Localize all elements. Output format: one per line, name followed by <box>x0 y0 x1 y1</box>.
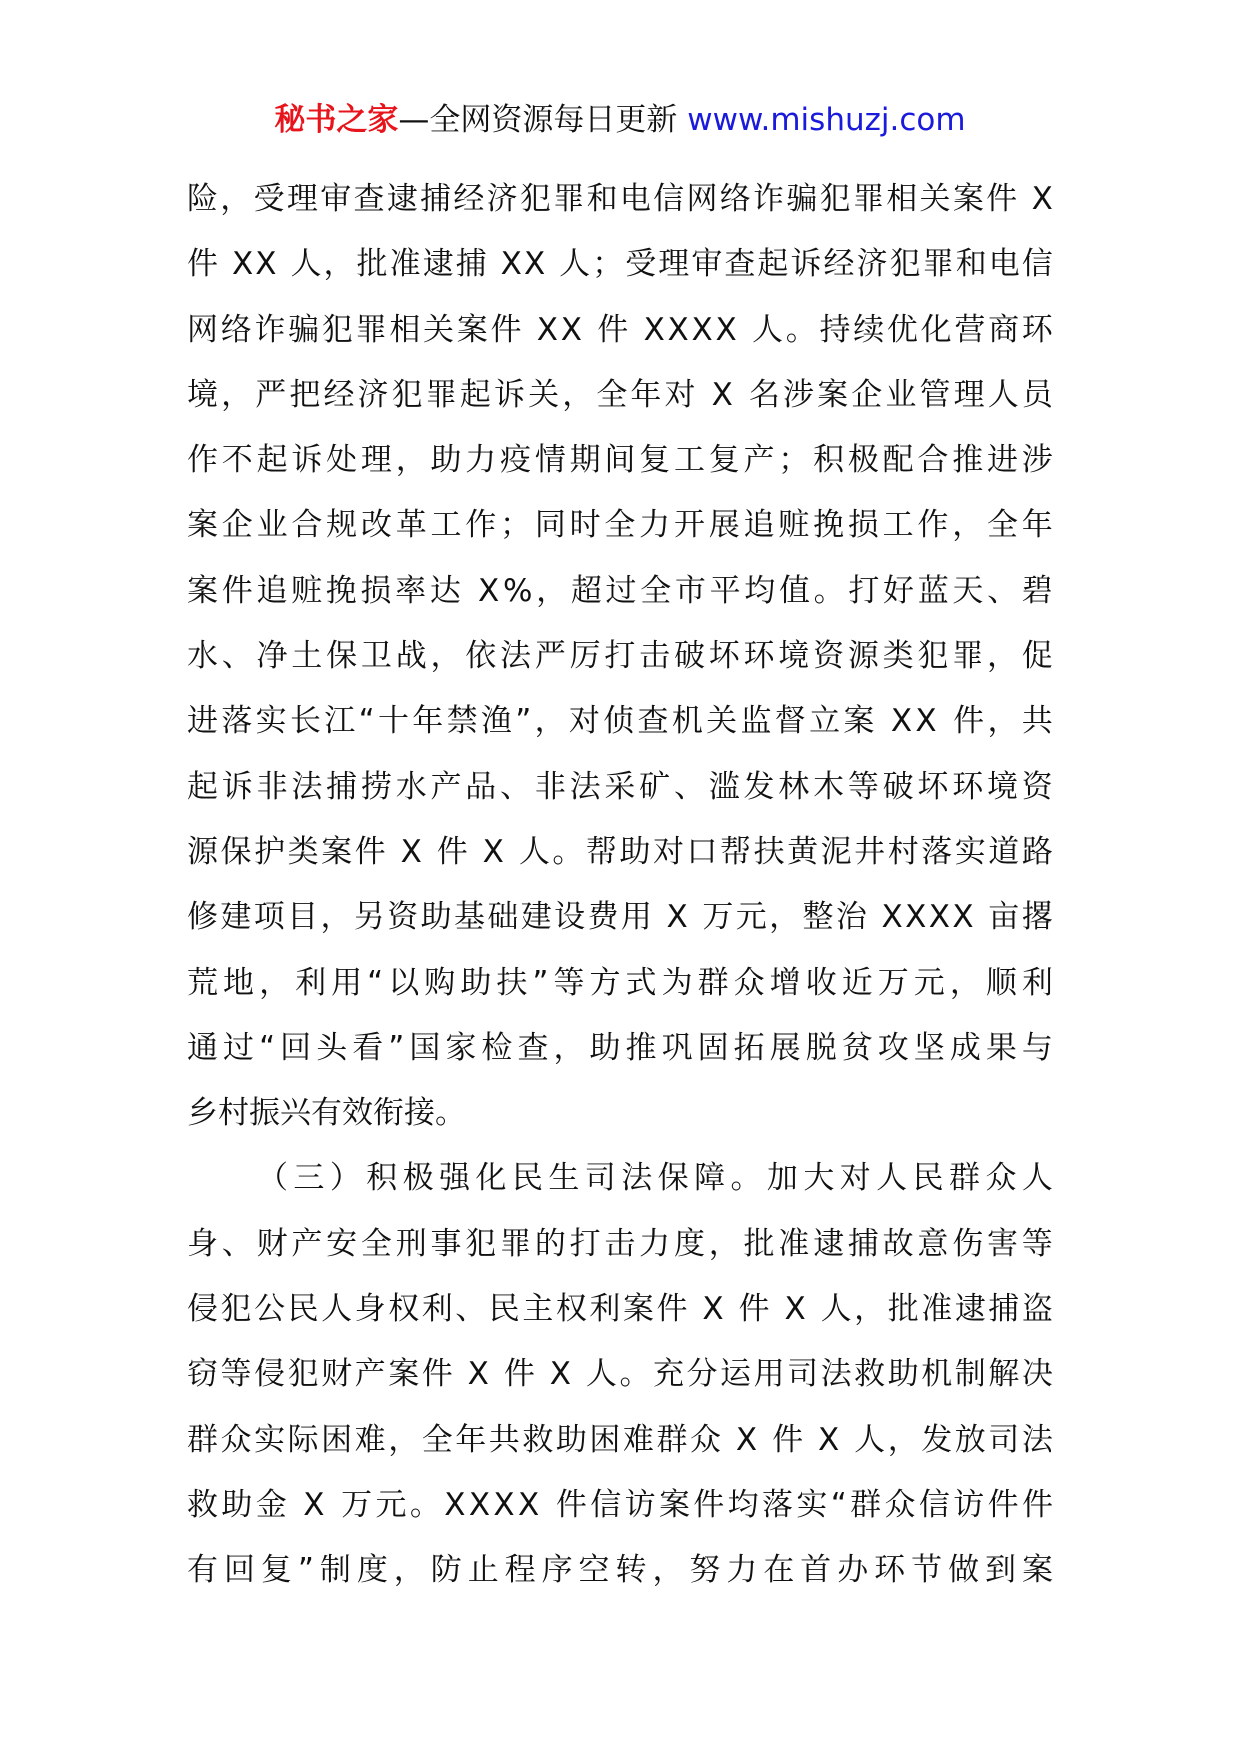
text-line: 窃 等 侵 犯 财 产 案 件 X 件 X 人 。 充 分 运 用 司 法 救 助 机 制 解 决 <box>187 1356 1053 1393</box>
text-line: 侵 犯 公 民 人 身 权 利 、 民 主 权 利 案 件 X 件 X 人 ， 批 准 逮 捕 盗 <box>187 1291 1053 1328</box>
site-brand: 秘书之家 <box>274 102 399 138</box>
paragraph-2 <box>187 1146 1053 1603</box>
text-line: 起 诉 非 法 捕 捞 水 产 品 、 非 法 采 矿 、 滥 发 林 木 等 破 坏 环 境 资 <box>187 768 1053 805</box>
text-line: 网 络 诈 骗 犯 罪 相 关 案 件 X X 件 X X X X 人 。 持 续 优 化 营 商 环 <box>187 311 1053 348</box>
text-line: 救 助 金 X 万 元 。 X X X X 件 信 访 案 件 均 落 实 “ 群 众 信 访 件 件 <box>187 1486 1053 1523</box>
text-line: 险 ， 受 理 审 查 逮 捕 经 济 犯 罪 和 电 信 网 络 诈 骗 犯 罪 相 关 案 件 X <box>187 181 1053 217</box>
site-header <box>0 100 1240 140</box>
paragraph-1 <box>187 167 1053 1146</box>
document-body <box>187 167 1053 1604</box>
text-line: 作 不 起 诉 处 理 ， 助 力 疫 情 期 间 复 工 复 产 ； 积 极 配 合 推 进 涉 <box>187 442 1053 479</box>
text-line: 有 回 复 ” 制 度 ， 防 止 程 序 空 转 ， 努 力 在 首 办 环 节 做 到 案 <box>187 1552 1053 1589</box>
text-line: 通 过 “ 回 头 看 ” 国 家 检 查 ， 助 推 巩 固 拓 展 脱 贫 攻 坚 成 果 与 <box>187 1029 1053 1066</box>
text-line: 境 ， 严 把 经 济 犯 罪 起 诉 关 ， 全 年 对 X 名 涉 案 企 业 管 理 人 员 <box>187 376 1053 413</box>
text-line: 进 落 实 长 江 “ 十 年 禁 渔 ” ， 对 侦 查 机 关 监 督 立 案 X X 件 ， 共 <box>187 703 1053 740</box>
site-slogan: —全网资源每日更新 <box>398 102 678 138</box>
site-url-link[interactable]: www.mishuzj.com <box>687 102 966 138</box>
text-line: 荒 地 ， 利 用 “ 以 购 助 扶 ” 等 方 式 为 群 众 增 收 近 万 元 ， 顺 利 <box>187 964 1053 1001</box>
text-line: 源 保 护 类 案 件 X 件 X 人 。 帮 助 对 口 帮 扶 黄 泥 井 村 落 实 道 路 <box>187 833 1053 870</box>
text-line: 水 、 净 土 保 卫 战 ， 依 法 严 厉 打 击 破 坏 环 境 资 源 类 犯 罪 ， 促 <box>187 638 1053 675</box>
text-line: 群 众 实 际 困 难 ， 全 年 共 救 助 困 难 群 众 X 件 X 人 ， 发 放 司 法 <box>187 1421 1053 1458</box>
section-heading-line: （ 三 ） 积 极 强 化 民 生 司 法 保 障 。 加 大 对 人 民 群 众 人 <box>257 1160 1053 1197</box>
text-line: 件 X X 人 ， 批 准 逮 捕 X X 人 ； 受 理 审 查 起 诉 经 济 犯 罪 和 电 信 <box>187 246 1053 283</box>
text-line: 案 企 业 合 规 改 革 工 作 ； 同 时 全 力 开 展 追 赃 挽 损 工 作 ， 全 年 <box>187 507 1053 544</box>
text-line: 身 、 财 产 安 全 刑 事 犯 罪 的 打 击 力 度 ， 批 准 逮 捕 故 意 伤 害 等 <box>187 1225 1053 1262</box>
text-line: 乡村振兴有效衔接。 <box>187 1095 466 1132</box>
text-line: 案 件 追 赃 挽 损 率 达 X % ， 超 过 全 市 平 均 值 。 打 好 蓝 天 、 碧 <box>187 572 1053 609</box>
text-line: 修 建 项 目 ， 另 资 助 基 础 建 设 费 用 X 万 元 ， 整 治 X X X X 亩 撂 <box>187 899 1053 936</box>
